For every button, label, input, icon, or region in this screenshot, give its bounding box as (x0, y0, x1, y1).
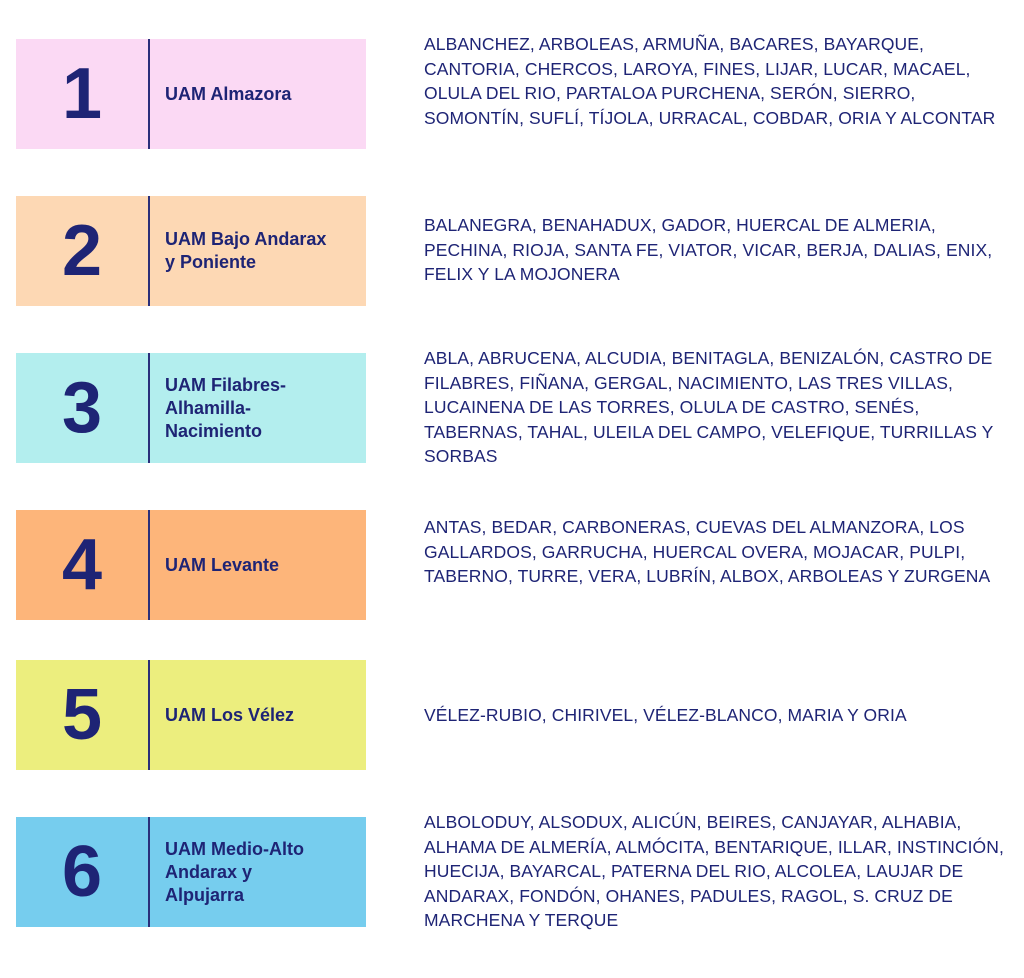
unit-municipalities: VÉLEZ-RUBIO, CHIRIVEL, VÉLEZ-BLANCO, MARIA Y ORIA (424, 705, 907, 725)
unit-card-2 (16, 196, 366, 306)
unit-number: 2 (61, 211, 103, 291)
unit-name: UAM Levante (165, 554, 280, 575)
unit-municipalities: ALBOLODUY, ALSODUX, ALICÚN, BEIRES, CANJAYAR, ALHABIA, ALHAMA DE ALMERÍA, ALMÓCITA, BENTARIQUE, ILLAR, INSTINCIÓN, HUECIJA, BAYARCAL, PATERNA DEL RIO, ALCOLEA, LAUJAR DE ANDARAX, FONDÓN, OHANES, PADULES, RAGOL, S. CRUZ DE MARCHENA Y TERQUE (424, 812, 1004, 931)
unit-name: UAM Medio-Alto Andarax y Alpujarra (165, 838, 304, 905)
unit-number: 3 (61, 368, 103, 448)
unit-card-1 (16, 39, 366, 149)
unit-number: 6 (61, 832, 103, 912)
unit-municipalities: ALBANCHEZ, ARBOLEAS, ARMUÑA, BACARES, BAYARQUE, CANTORIA, CHERCOS, LAROYA, FINES, LIJAR, LUCAR, MACAEL, OLULA DEL RIO, PARTALOA PURCHENA, SERÓN, SIERRO, SOMONTÍN, SUFLÍ, TÍJOLA, URRACAL, COBDAR, ORIA Y ALCONTAR (424, 34, 996, 128)
unit-name: UAM Almazora (165, 83, 292, 104)
unit-card-4 (16, 510, 366, 620)
unit-municipalities: ABLA, ABRUCENA, ALCUDIA, BENITAGLA, BENIZALÓN, CASTRO DE FILABRES, FIÑANA, GERGAL, NACIMIENTO, LAS TRES VILLAS, LUCAINENA DE LAS TORRES, OLULA DE CASTRO, SENÉS, TABERNAS, TAHAL, ULEILA DEL CAMPO, VELEFIQUE, TURRILLAS Y SORBAS (424, 348, 994, 467)
unit-card-5 (16, 660, 366, 770)
unit-number: 5 (61, 675, 103, 755)
unit-municipalities: ANTAS, BEDAR, CARBONERAS, CUEVAS DEL ALMANZORA, LOS GALLARDOS, GARRUCHA, HUERCAL OVERA, MOJACAR, PULPI, TABERNO, TURRE, VERA, LUBRÍN, ALBOX, ARBOLEAS Y ZURGENA (424, 517, 991, 587)
unit-number: 1 (61, 54, 103, 134)
unit-number: 4 (61, 525, 103, 605)
unit-card-6 (16, 817, 366, 927)
unit-municipalities: BALANEGRA, BENAHADUX, GADOR, HUERCAL DE ALMERIA, PECHINA, RIOJA, SANTA FE, VIATOR, VICAR, BERJA, DALIAS, ENIX, FELIX Y LA MOJONERA (424, 215, 993, 285)
unit-name: UAM Los Vélez (165, 704, 295, 725)
unit-card-3 (16, 353, 366, 463)
unit-name: UAM Filabres- Alhamilla- Nacimiento (165, 374, 287, 441)
unit-name: UAM Bajo Andarax y Poniente (165, 229, 327, 272)
